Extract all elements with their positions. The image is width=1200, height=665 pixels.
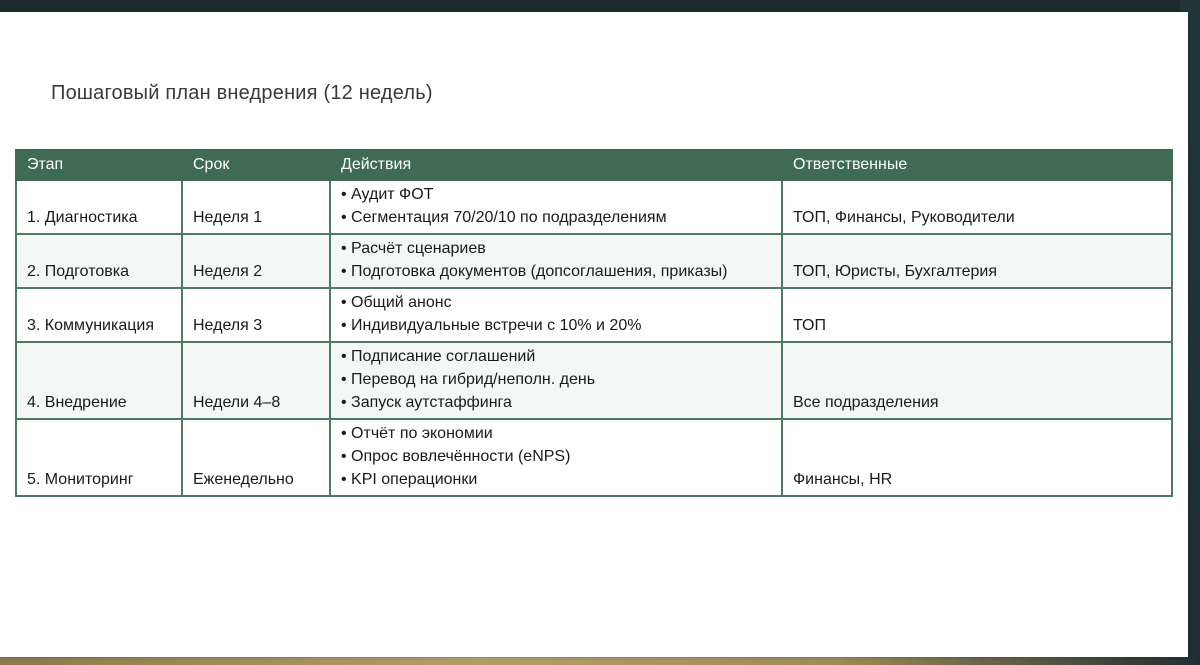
cell-owners: Все подразделения [782, 342, 1172, 419]
table-row [16, 288, 1172, 342]
cell-actions [330, 288, 782, 342]
cell-term: Неделя 1 [182, 180, 330, 234]
cell-term: Недели 4–8 [182, 342, 330, 419]
header-term: Срок [182, 150, 330, 180]
slide-title: Пошаговый план внедрения (12 недель) [51, 82, 433, 104]
cell-owners: Финансы, HR [782, 419, 1172, 496]
action-item: • Запуск аутстаффинга [341, 394, 512, 411]
cell-stage: 3. Коммуникация [16, 288, 182, 342]
table-row [16, 180, 1172, 234]
cell-owners: ТОП, Юристы, Бухгалтерия [782, 234, 1172, 288]
cell-term: Неделя 2 [182, 234, 330, 288]
cell-stage: 1. Диагностика [16, 180, 182, 234]
cell-owners: ТОП, Финансы, Руководители [782, 180, 1172, 234]
cell-actions [330, 419, 782, 496]
table-row [16, 419, 1172, 496]
action-item: • Индивидуальные встречи с 10% и 20% [341, 317, 642, 334]
action-item: • Подготовка документов (допсоглашения, приказы) [341, 263, 728, 280]
action-item: • Опрос вовлечённости (eNPS) [341, 448, 571, 465]
cell-term: Неделя 3 [182, 288, 330, 342]
cell-stage: 5. Мониторинг [16, 419, 182, 496]
cell-term: Еженедельно [182, 419, 330, 496]
action-item: • Сегментация 70/20/10 по подразделениям [341, 209, 667, 226]
header-stage: Этап [16, 150, 182, 180]
cell-stage: 4. Внедрение [16, 342, 182, 419]
cell-actions [330, 234, 782, 288]
frame-top-band [0, 0, 1200, 12]
cell-owners: ТОП [782, 288, 1172, 342]
cell-actions [330, 180, 782, 234]
action-item: • Отчёт по экономии [341, 425, 493, 442]
cell-stage: 2. Подготовка [16, 234, 182, 288]
action-item: • Подписание соглашений [341, 348, 536, 365]
action-item: • Перевод на гибрид/неполн. день [341, 371, 596, 388]
table-header-row [16, 150, 1172, 180]
cell-actions [330, 342, 782, 419]
action-item: • KPI операционки [341, 471, 478, 488]
table-row [16, 342, 1172, 419]
header-actions: Действия [330, 150, 782, 180]
table-row [16, 234, 1172, 288]
header-owners: Ответственные [782, 150, 1172, 180]
action-item: • Общий анонс [341, 294, 452, 311]
action-item: • Аудит ФОТ [341, 186, 434, 203]
plan-table [15, 149, 1173, 497]
action-item: • Расчёт сценариев [341, 240, 486, 257]
